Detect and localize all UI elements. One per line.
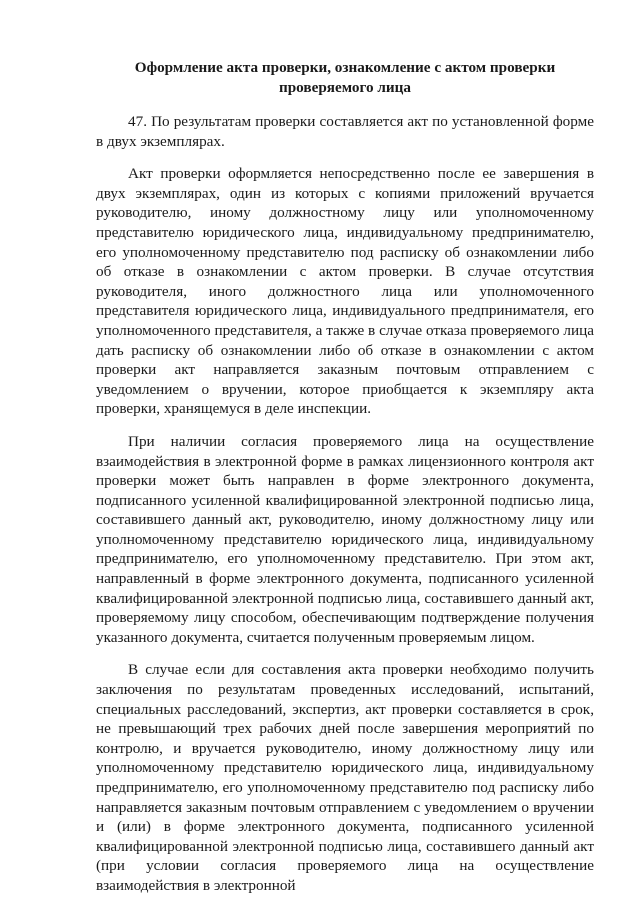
- paragraph-electronic-form: При наличии согласия проверяемого лица на осуществление взаимодействия в электронной форме в рамках лицензионного контроля акт проверки может быть направлен в форме электронного документа, подписанного усиленной квалифицированной электронной подписью лица, составившего данный акт, руководителю, иному должностному лицу или уполномоченному представителю юридического лица, индивидуальному предпринимателю, его уполномоченному представителю. При этом акт, направленный в форме электронного документа, подписанного усиленной квалифицированной электронной подписью лица, составившего данный акт, проверяемому лицу способом, обеспечивающим подтверждение получения указанного документа, считается полученным проверяемым лицом.: [96, 432, 594, 646]
- paragraph-47: 47. По результатам проверки составляется акт по установленной форме в двух экземплярах.: [96, 113, 594, 150]
- paragraph-act-delivery: Акт проверки оформляется непосредственно после ее завершения в двух экземплярах, один из которых с копиями приложений вручается руководителю, иному должностному лицу или уполномоченному представителю юридического лица, индивидуальному предпринимателю, его уполномоченному представителю под расписку об ознакомлении либо об отказе в ознакомлении с актом проверки. В случае отсутствия руководителя, иного должностного лица или уполномоченного представителя юридического лица, индивидуального предпринимателя, его уполномоченного представителя, а также в случае отказа проверяемого лица дать расписку об ознакомлении либо об отказе в ознакомлении с актом проверки акт направляется заказным почтовым отправлением с уведомлением о вручении, которое приобщается к экземпляру акта проверки, хранящемуся в деле инспекции.: [96, 165, 594, 418]
- paragraph-expertise: В случае если для составления акта проверки необходимо получить заключения по результатам проведенных исследований, испытаний, специальных расследований, экспертиз, акт проверки составляется в срок, не превышающий трех рабочих дней после завершения мероприятий по контролю, и вручается руководителю, иному должностному лицу или уполномоченному представителю юридического лица, индивидуальному предпринимателю, его уполномоченному представителю под расписку либо направляется заказным почтовым отправлением с уведомлением о вручении и (или) в форме электронного документа, подписанного усиленной квалифицированной электронной подписью лица, составившего данный акт (при условии согласия проверяемого лица на осуществление взаимодействия в электронной: [96, 661, 594, 894]
- section-heading: Оформление акта проверки, ознакомление с актом проверки проверяемого лица: [134, 59, 556, 96]
